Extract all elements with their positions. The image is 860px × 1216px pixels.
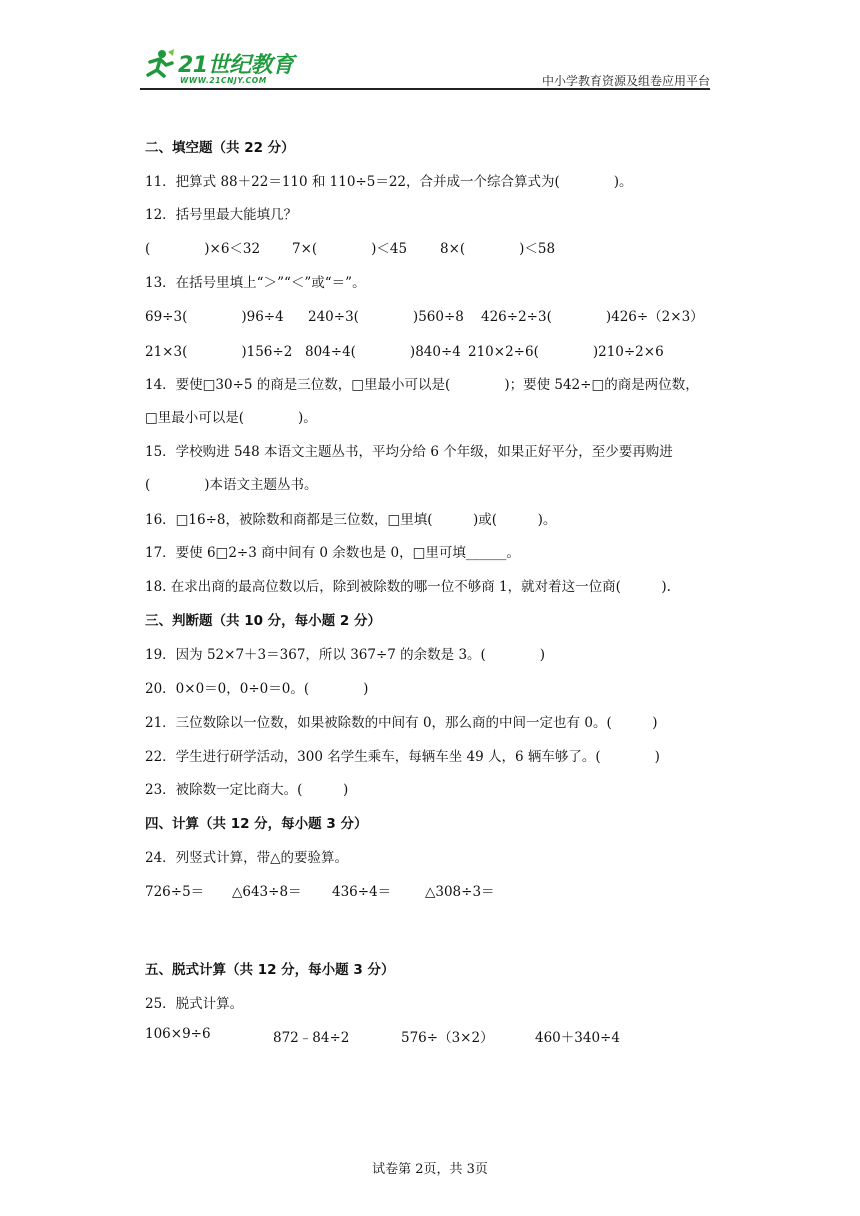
page-footer: 试卷第 2页，共 3页	[372, 1162, 488, 1177]
header-divider	[140, 88, 710, 90]
section-true-false: 三、判断题（共 10 分，每小题 2 分）	[145, 613, 381, 629]
comparison-item: 69÷3( )96÷4	[145, 309, 284, 325]
calc-item: 460＋340÷4	[535, 1030, 620, 1046]
calc-item: 106×9÷6	[145, 1026, 211, 1042]
question-21: 21．三位数除以一位数，如果被除数的中间有 0，那么商的中间一定也有 0。( )	[145, 715, 658, 731]
question-12-item: 8×( )＜58	[440, 241, 556, 257]
page-header	[140, 44, 710, 90]
question-24: 24．列竖式计算，带△的要验算。	[145, 850, 349, 866]
platform-name: 中小学教育资源及组卷应用平台	[541, 74, 710, 88]
comparison-item: 210×2÷6( )210÷2×6	[468, 344, 664, 360]
calc-item: 726÷5＝	[145, 884, 205, 900]
question-15-cont: ( )本语文主题丛书。	[145, 477, 318, 493]
question-15: 15．学校购进 548 本语文主题丛书，平均分给 6 个年级，如果正好平分，至少要再购进	[145, 444, 673, 460]
comparison-item: 21×3( )156÷2	[145, 344, 293, 360]
question-17: 17．要使 6□2÷3 商中间有 0 余数也是 0，□里可填______。	[145, 545, 520, 561]
logo-text: 21世纪教育	[178, 53, 294, 78]
question-13: 13．在括号里填上“＞”“＜”或“＝”。	[145, 275, 366, 291]
question-12-item: ( )×6＜32	[145, 241, 261, 257]
logo-url: WWW.21CNJY.COM	[180, 76, 267, 85]
section-calculation: 四、计算（共 12 分，每小题 3 分）	[145, 816, 368, 832]
section-fill-blank: 二、填空题（共 22 分）	[145, 140, 295, 156]
question-12-item: 7×( )＜45	[292, 241, 408, 257]
comparison-item: 804÷4( )840÷4	[305, 344, 461, 360]
calc-item: △308÷3＝	[425, 884, 495, 900]
question-16: 16．□16÷8，被除数和商都是三位数，□里填( )或( )。	[145, 512, 557, 528]
runner-icon	[142, 48, 176, 82]
question-12: 12．括号里最大能填几？	[145, 207, 298, 223]
question-25: 25．脱式计算。	[145, 996, 244, 1012]
calc-item: 576÷（3×2）	[401, 1030, 494, 1046]
question-18: 18. 在求出商的最高位数以后，除到被除数的哪一位不够商 1，就对着这一位商( ).	[145, 579, 671, 595]
question-20: 20．0×0＝0，0÷0＝0。( )	[145, 681, 369, 697]
calc-item: 436÷4＝	[332, 884, 392, 900]
question-22: 22．学生进行研学活动，300 名学生乘车，每辆车坐 49 人，6 辆车够了。( )	[145, 749, 660, 765]
question-14: 14．要使□30÷5 的商是三位数，□里最小可以是( )；要使 542÷□的商是两位数，	[145, 377, 699, 393]
question-19: 19．因为 52×7＋3＝367，所以 367÷7 的余数是 3。( )	[145, 647, 546, 663]
question-11: 11．把算式 88＋22＝110 和 110÷5＝22，合并成一个综合算式为( )。	[145, 174, 633, 190]
calc-item: 872﹣84÷2	[273, 1030, 350, 1046]
calc-item: △643÷8＝	[232, 884, 302, 900]
question-23: 23．被除数一定比商大。( )	[145, 782, 349, 798]
section-step-calculation: 五、脱式计算（共 12 分，每小题 3 分）	[145, 962, 395, 978]
question-14-cont: □里最小可以是( )。	[145, 410, 317, 426]
comparison-item: 240÷3( )560÷8	[308, 309, 464, 325]
comparison-item: 426÷2÷3( )426÷（2×3）	[481, 309, 704, 325]
logo	[140, 44, 310, 90]
